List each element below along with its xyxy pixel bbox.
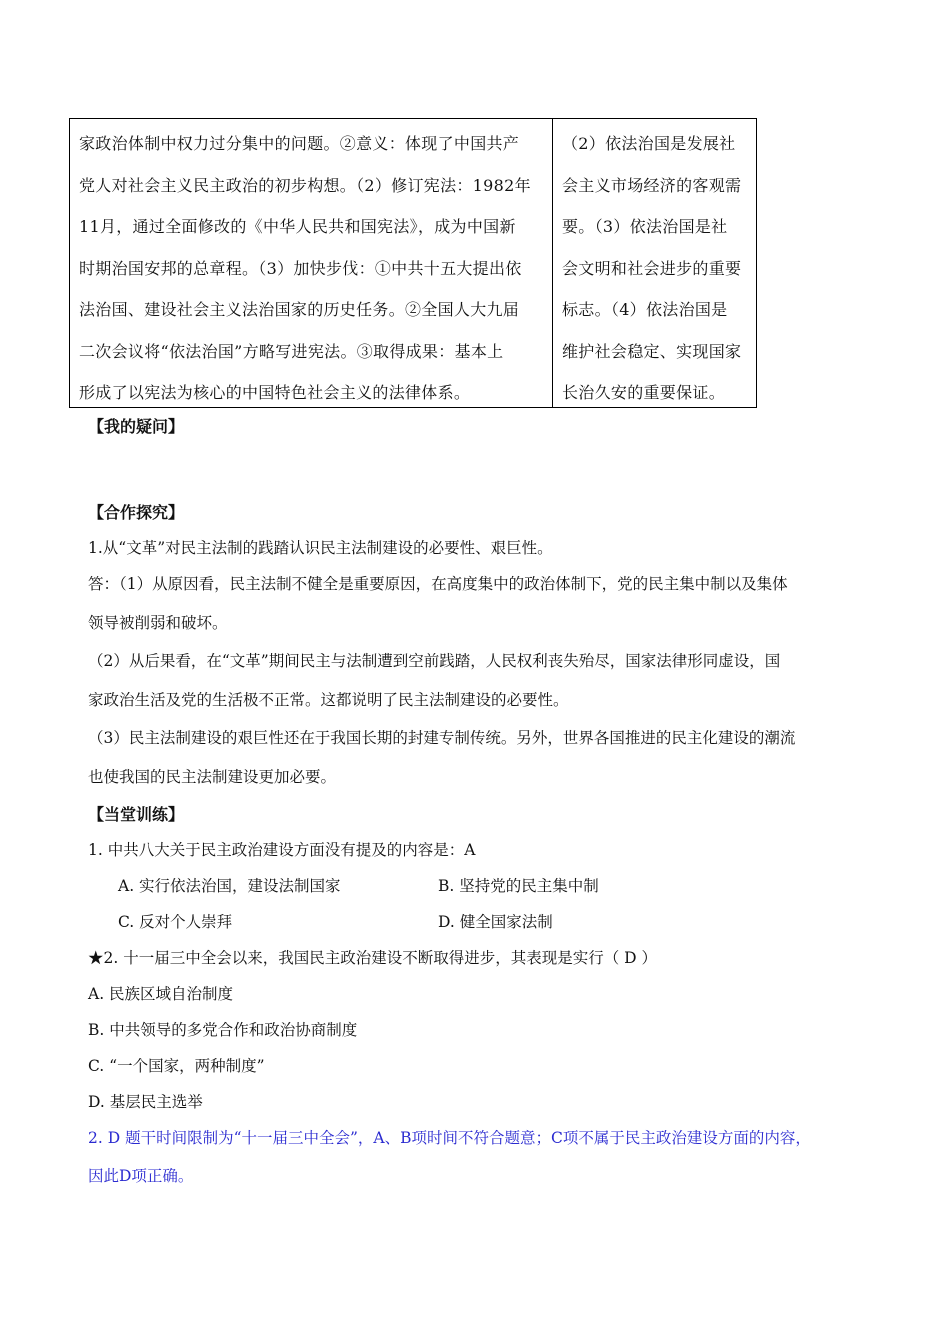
table-right-line: 标志。（4）依法治国是 <box>562 300 728 319</box>
table-right-line: 会文明和社会进步的重要 <box>562 258 742 278</box>
training-q2-option: C. “一个国家，两种制度” <box>88 1057 265 1075</box>
inquiry-answer-line: 也使我国的民主法制建设更加必要。 <box>88 768 337 786</box>
section-heading-cooperative-inquiry: 【合作探究】 <box>88 503 185 522</box>
training-q2-option: D. 基层民主选举 <box>88 1093 203 1111</box>
training-q1-option: A. 实行依法治国，建设法制国家 <box>118 877 341 895</box>
table-right-line: 会主义市场经济的客观需 <box>562 175 742 195</box>
training-question-1: 1. 中共八大关于民主政治建设方面没有提及的内容是：A <box>88 841 476 859</box>
table-left-line: 形成了以宪法为核心的中国特色社会主义的法律体系。 <box>79 383 471 402</box>
table-left-line: 时期治国安邦的总章程。（3）加快步伐：①中共十五大提出依 <box>79 258 522 278</box>
inquiry-answer-line: 答：（1）从原因看，民主法制不健全是重要原因，在高度集中的政治体制下，党的民主集中制以及集体 <box>88 575 788 593</box>
content-table <box>69 118 757 408</box>
answer-explanation-line: 因此D项正确。 <box>88 1167 194 1185</box>
table-left-line: 法治国、建设社会主义法治国家的历史任务。②全国人大九届 <box>79 300 520 319</box>
inquiry-answer-line: （3）民主法制建设的艰巨性还在于我国长期的封建专制传统。另外，世界各国推进的民主化建设的潮流 <box>88 729 796 747</box>
training-q2-option: B. 中共领导的多党合作和政治协商制度 <box>88 1021 358 1039</box>
training-q1-option: D. 健全国家法制 <box>438 913 553 931</box>
table-right-line: （2）依法治国是发展社 <box>562 134 736 153</box>
table-right-line: 长治久安的重要保证。 <box>562 383 726 402</box>
section-heading-my-questions: 【我的疑问】 <box>88 417 185 436</box>
inquiry-question: 1.从“文革”对民主法制的践踏认识民主法制建设的必要性、艰巨性。 <box>88 539 553 557</box>
training-q2-option: A. 民族区域自治制度 <box>88 985 234 1003</box>
answer-explanation-line: 2. D 题干时间限制为“十一届三中全会”，A、B项时间不符合题意；C项不属于民主政治建设方面的内容， <box>88 1129 811 1147</box>
inquiry-answer-line: （2）从后果看，在“文革”期间民主与法制遭到空前践踏，人民权利丧失殆尽，国家法律形同虚设，国 <box>88 652 781 670</box>
training-question-2: ★2. 十一届三中全会以来，我国民主政治建设不断取得进步，其表现是实行（ D ） <box>88 949 657 967</box>
table-cell-left <box>70 119 553 407</box>
inquiry-answer-line: 领导被削弱和破坏。 <box>88 614 228 632</box>
section-heading-class-training: 【当堂训练】 <box>88 805 185 824</box>
inquiry-answer-line: 家政治生活及党的生活极不正常。这都说明了民主法制建设的必要性。 <box>88 691 569 709</box>
training-q1-option: B. 坚持党的民主集中制 <box>438 877 599 895</box>
table-right-line: 要。（3）依法治国是社 <box>562 217 728 236</box>
table-left-line: 11月，通过全面修改的《中华人民共和国宪法》，成为中国新 <box>79 217 516 236</box>
table-left-line: 二次会议将“依法治国”方略写进宪法。③取得成果：基本上 <box>79 341 504 361</box>
table-cell-right <box>553 119 756 407</box>
training-q1-option: C. 反对个人崇拜 <box>118 913 233 931</box>
table-left-line: 党人对社会主义民主政治的初步构想。（2）修订宪法：1982年 <box>79 175 531 195</box>
table-right-line: 维护社会稳定、实现国家 <box>562 341 742 361</box>
table-left-line: 家政治体制中权力过分集中的问题。②意义：体现了中国共产 <box>79 134 520 153</box>
